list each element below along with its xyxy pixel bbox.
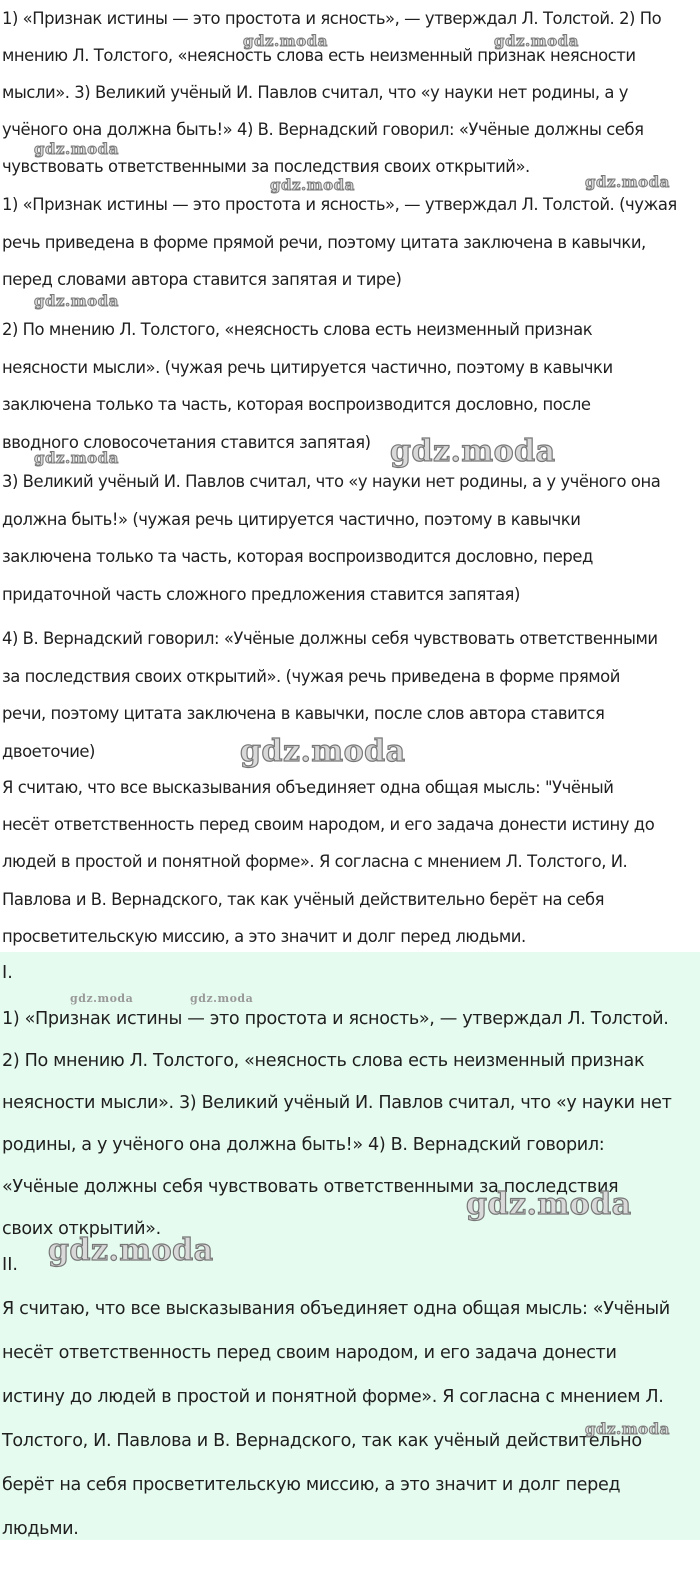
watermark: gdz.moda [34,449,119,467]
watermark: gdz.moda [70,992,134,1005]
text-line: речь приведена в форме прямой речи, поэтому цитата заключена в кавычки, [2,232,646,252]
watermark: gdz.moda [390,434,556,469]
text-line: просветительскую миссию, а это значит и долг перед людьми. [2,926,526,946]
text-line: двоеточие) [2,741,95,761]
text-line: мнению Л. Толстого, «неясность слова есть неизменный признак неясности [2,46,636,65]
watermark: gdz.moda [48,1233,214,1268]
text-line: неясности мысли». (чужая речь цитируется частично, поэтому в кавычки [2,357,613,377]
text-line: Я считаю, что все высказывания объединяет одна общая мысль: «Учёный [2,1299,670,1319]
watermark: gdz.moda [494,32,579,50]
text-line: придаточной часть сложного предложения ставится запятая) [2,584,520,604]
text-line: неясности мысли». 3) Великий учёный И. Павлов считал, что «у науки нет [2,1093,672,1113]
text-line: должна быть!» (чужая речь цитируется частично, поэтому в кавычки [2,509,581,529]
text-line: 1) «Признак истины — это простота и ясность», — утверждал Л. Толстой. 2) По [2,9,662,28]
watermark: gdz.moda [240,734,406,769]
text-line: 1) «Признак истины — это простота и ясность», — утверждал Л. Толстой. (чужая [2,195,677,214]
text-line: 2) По мнению Л. Толстого, «неясность слова есть неизменный признак [2,320,593,339]
watermark: gdz.moda [585,1420,670,1438]
text-line: 2) По мнению Л. Толстого, «неясность слова есть неизменный признак [2,1051,645,1071]
text-line: Толстого, И. Павлова и В. Вернадского, так как учёный действительно [2,1431,642,1451]
text-line: Я считаю, что все высказывания объединяет одна общая мысль: "Учёный [2,778,614,797]
watermark: gdz.moda [243,32,328,50]
part-label-2: II. [2,1255,18,1275]
text-line: истину до людей в простой и понятной форме». Я согласна с мнением Л. [2,1387,664,1407]
text-line: учёного она должна быть!» 4) В. Вернадский говорил: «Учёные должны себя [2,120,644,139]
part-label-1: I. [2,963,13,983]
watermark: gdz.moda [34,140,119,158]
text-line: 1) «Признак истины — это простота и ясность», — утверждал Л. Толстой. [2,1009,669,1029]
text-line: Павлова и В. Вернадского, так как учёный действительно берёт на себя [2,889,605,909]
text-line: родины, а у учёного она должна быть!» 4) В. Вернадский говорил: [2,1135,605,1155]
watermark: gdz.moda [270,176,355,194]
text-line: «Учёные должны себя чувствовать ответственными за последствия [2,1177,619,1197]
text-line: заключена только та часть, которая воспроизводится дословно, перед [2,547,593,566]
opinion-paragraph [2,769,654,955]
watermark: gdz.moda [34,292,119,310]
watermark: gdz.moda [585,173,670,191]
text-line: мысли». 3) Великий учёный И. Павлов считал, что «у науки нет родины, а у [2,83,628,102]
text-line: своих открытий». [2,1219,161,1239]
watermark: gdz.moda [190,992,254,1005]
watermark: gdz.moda [466,1187,632,1222]
text-line: вводного словосочетания ставится запятая) [2,432,371,452]
text-line: несёт ответственность перед своим народом, и его задача донести [2,1343,617,1363]
text-line: людьми. [2,1519,79,1539]
analysis-item-1 [2,186,677,299]
text-line: берёт на себя просветительскую миссию, а это значит и долг перед [2,1475,621,1495]
text-line: речи, поэтому цитата заключена в кавычки, после слов автора ставится [2,704,605,723]
text-line: несёт ответственность перед своим народом, и его задача донести истину до [2,815,655,835]
text-line: чувствовать ответственными за последствия своих открытий». [2,157,530,176]
text-line: перед словами автора ставится запятая и тире) [2,270,402,289]
answer-part-2 [2,1287,670,1551]
text-line: 3) Великий учёный И. Павлов считал, что «у науки нет родины, а у учёного она [2,472,661,491]
analysis-item-3 [2,463,660,613]
text-line: заключена только та часть, которая воспроизводится дословно, после [2,395,591,414]
text-line: 4) В. Вернадский говорил: «Учёные должны себя чувствовать ответственными [2,629,658,648]
text-line: за последствия своих открытий». (чужая речь приведена в форме прямой [2,666,620,686]
text-line: людей в простой и понятной форме». Я согласна с мнением Л. Толстого, И. [2,852,628,872]
